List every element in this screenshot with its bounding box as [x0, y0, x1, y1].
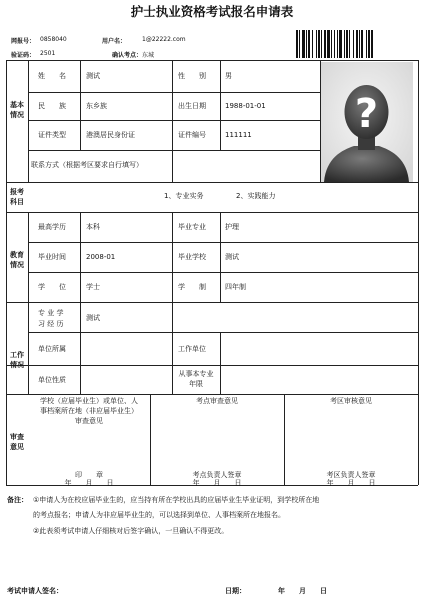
user-value: 1@22222.com [142, 36, 186, 43]
gender-value[interactable]: 男 [225, 72, 232, 80]
section-edu-label: 教育 情况 [10, 251, 24, 269]
id-no-value[interactable]: 111111 [225, 131, 252, 139]
unit-label: 单位所属 [38, 345, 66, 353]
highest-edu-label: 最高学历 [38, 223, 66, 231]
school-date: 年 月 日 [64, 479, 114, 487]
page-title: 护士执业资格考试报名申请表 [130, 4, 294, 19]
id-type-label: 证件类型 [38, 131, 66, 139]
applicant-sign-label: 考试申请人签名： [7, 587, 63, 595]
note-2: ②此表须考试申请人仔细核对后签字确认，一旦确认不得更改。 [33, 527, 229, 535]
section-review-label: 审查 意见 [10, 433, 24, 451]
major-label: 毕业专业 [178, 223, 206, 231]
birth-label: 出生日期 [178, 102, 206, 110]
id-no-label: 证件编号 [178, 131, 206, 139]
history-label-1: 专 业 学 [38, 309, 64, 317]
degree-label: 学 位 [38, 283, 66, 291]
ethnicity-value[interactable]: 东乡族 [86, 102, 107, 110]
system-label: 学 制 [178, 283, 206, 291]
highest-edu-value[interactable]: 本科 [86, 223, 100, 231]
note-1b: 的考点报名；申请人为非应届毕业生的，可以选择到单位、人事档案所在地报名。 [33, 511, 285, 519]
net-no-value: 0858040 [40, 36, 67, 43]
school-review-title: 学校（应届毕业生）或单位、人 事档案所在地（非应届毕业生） 审查意见 [40, 397, 138, 425]
school-seal-label: 印 章 [75, 471, 103, 479]
svg-text:?: ? [354, 91, 379, 137]
school-value[interactable]: 测试 [225, 253, 239, 261]
id-type-value[interactable]: 港澳居民身份证 [86, 131, 135, 139]
verify-label: 验证码： [11, 52, 36, 59]
major-value[interactable]: 护理 [225, 223, 239, 231]
site-date: 年 月 日 [192, 479, 242, 487]
area-sign-label: 考区负责人签章 [326, 471, 376, 479]
grad-time-label: 毕业时间 [38, 253, 66, 261]
years-label: 从事本专业 年限 [178, 370, 214, 388]
verify-value: 2501 [40, 50, 56, 57]
degree-value[interactable]: 学士 [86, 283, 100, 291]
user-label: 用户名： [102, 38, 127, 45]
nature-label: 单位性质 [38, 376, 66, 384]
notes-label: 备注： [7, 496, 28, 504]
area-review-title: 考区审核意见 [330, 397, 372, 405]
unit2-label: 工作单位 [178, 345, 206, 353]
subject-1: 1、专业实务 [164, 192, 204, 200]
site-review-title: 考点审查意见 [196, 397, 238, 405]
section-basic-label: 基本 情况 [10, 101, 24, 119]
application-form [6, 60, 418, 485]
school-label: 毕业学校 [178, 253, 206, 261]
grad-time-value[interactable]: 2008-01 [86, 253, 116, 261]
net-no-label: 网报号： [11, 38, 36, 45]
ethnicity-label: 民 族 [38, 102, 66, 110]
footer-date-label: 日期： [225, 587, 246, 595]
site-sign-label: 考点负责人签章 [192, 471, 242, 479]
gender-label: 性 别 [178, 72, 206, 80]
history-value[interactable]: 测试 [86, 314, 100, 322]
name-value[interactable]: 测试 [86, 72, 100, 80]
note-1: ①申请人为在校应届毕业生的，应当持有所在学校出具的应届毕业生毕业证明，到学校所在地 [33, 496, 320, 504]
system-value[interactable]: 四年制 [225, 283, 246, 291]
confirm-site-value: 东城 [142, 52, 155, 59]
birth-value[interactable]: 1988-01-01 [225, 102, 266, 110]
footer-date-value: 年 月 日 [278, 587, 327, 595]
contact-label: 联系方式（根据考区要求自行填写） [31, 161, 143, 169]
confirm-site-label: 确认考点： [112, 52, 143, 59]
section-subject-label: 报考 科目 [10, 188, 24, 206]
subject-2: 2、实践能力 [236, 192, 276, 200]
area-date: 年 月 日 [326, 479, 376, 487]
section-work-label: 工作 情况 [10, 351, 24, 369]
history-label-2: 习 经 历 [38, 320, 64, 328]
barcode-image [294, 30, 414, 58]
name-label: 姓 名 [38, 72, 66, 80]
